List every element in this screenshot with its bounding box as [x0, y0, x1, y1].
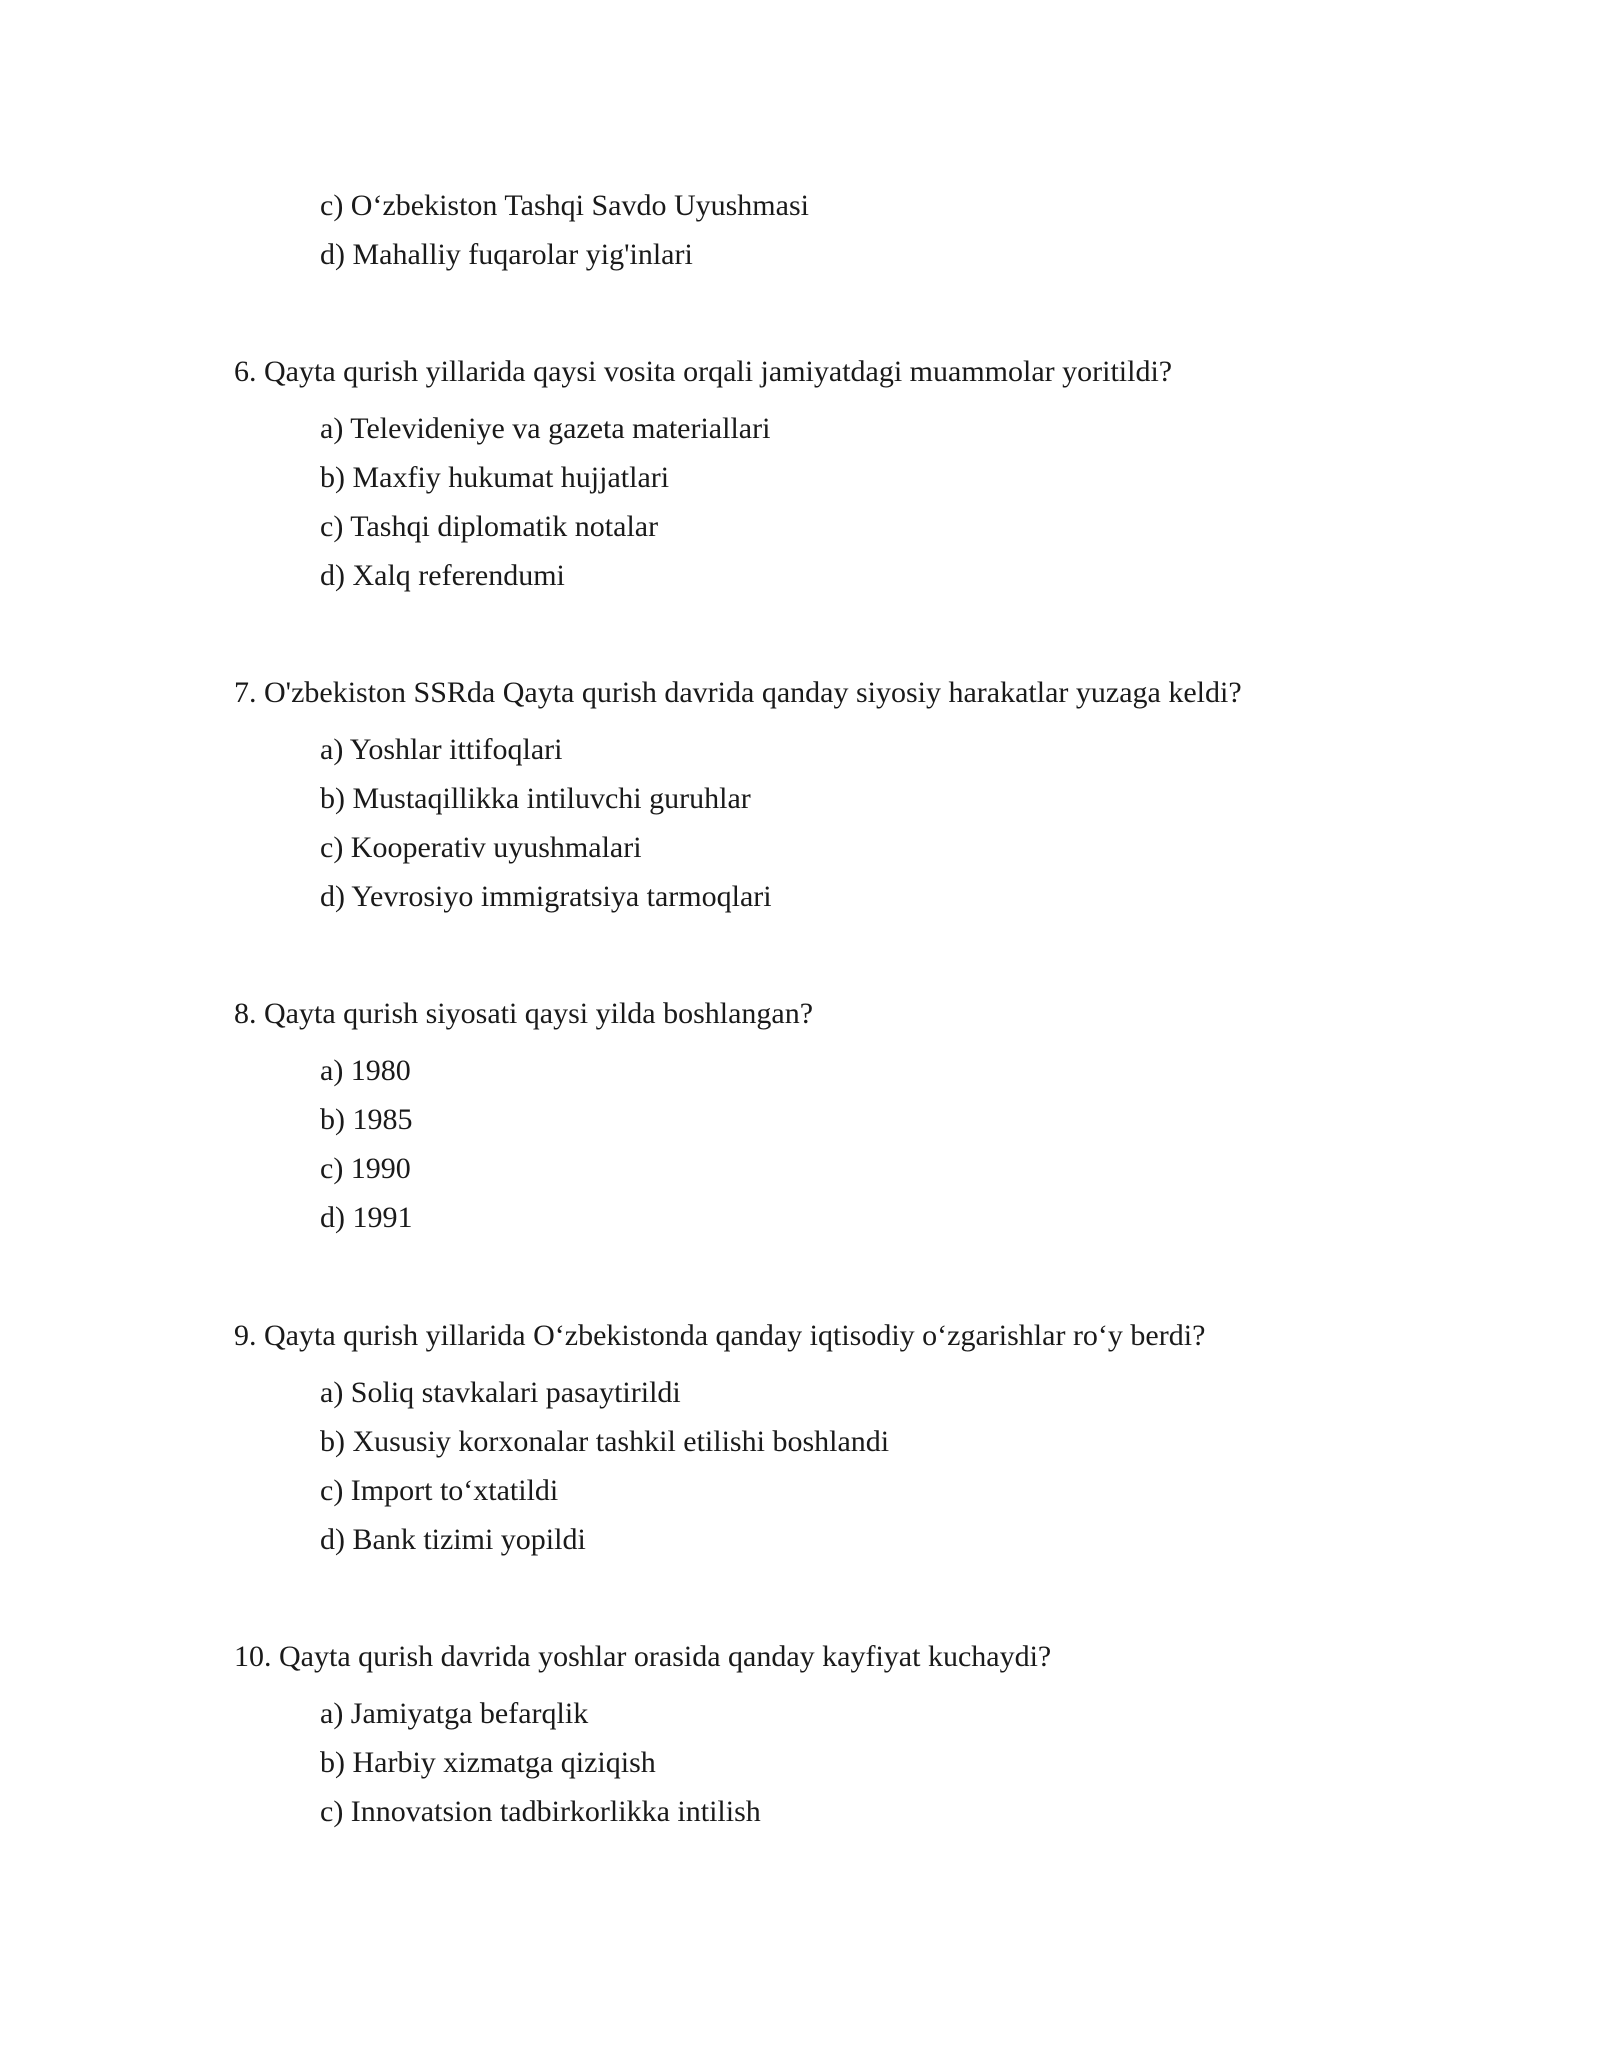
option-item: a) Televideniye va gazeta materiallari: [320, 412, 771, 445]
option-item: c) Innovatsion tadbirkorlikka intilish: [320, 1795, 761, 1828]
question-6-text: 6. Qayta qurish yillarida qaysi vosita orqali jamiyatdagi muammolar yoritildi?: [234, 355, 1173, 388]
option-item: d) Yevrosiyo immigratsiya tarmoqlari: [320, 880, 772, 913]
option-item: d) Xalq referendumi: [320, 559, 565, 592]
option-item: d) Bank tizimi yopildi: [320, 1523, 586, 1556]
option-item: c) Kooperativ uyushmalari: [320, 831, 642, 864]
option-item: c) 1990: [320, 1152, 411, 1185]
option-item: b) Mustaqillikka intiluvchi guruhlar: [320, 782, 751, 815]
option-item: c) O‘zbekiston Tashqi Savdo Uyushmasi: [320, 189, 809, 222]
option-item: b) Maxfiy hukumat hujjatlari: [320, 461, 670, 494]
option-item: a) Jamiyatga befarqlik: [320, 1697, 589, 1730]
option-item: a) 1980: [320, 1054, 411, 1087]
option-item: d) Mahalliy fuqarolar yig'inlari: [320, 238, 693, 271]
question-7-text: 7. O'zbekiston SSRda Qayta qurish davrida qanday siyosiy harakatlar yuzaga keldi?: [234, 676, 1242, 709]
option-item: b) Harbiy xizmatga qiziqish: [320, 1746, 656, 1779]
question-8-text: 8. Qayta qurish siyosati qaysi yilda boshlangan?: [234, 997, 814, 1030]
option-item: b) Xususiy korxonalar tashkil etilishi boshlandi: [320, 1425, 890, 1458]
option-item: a) Yoshlar ittifoqlari: [320, 733, 563, 766]
option-item: c) Import to‘xtatildi: [320, 1474, 559, 1507]
question-10-text: 10. Qayta qurish davrida yoshlar orasida qanday kayfiyat kuchaydi?: [234, 1640, 1052, 1673]
option-item: b) 1985: [320, 1103, 413, 1136]
question-9-text: 9. Qayta qurish yillarida O‘zbekistonda qanday iqtisodiy o‘zgarishlar ro‘y berdi?: [234, 1319, 1206, 1352]
option-item: d) 1991: [320, 1201, 413, 1234]
option-item: a) Soliq stavkalari pasaytirildi: [320, 1376, 681, 1409]
option-item: c) Tashqi diplomatik notalar: [320, 510, 659, 543]
